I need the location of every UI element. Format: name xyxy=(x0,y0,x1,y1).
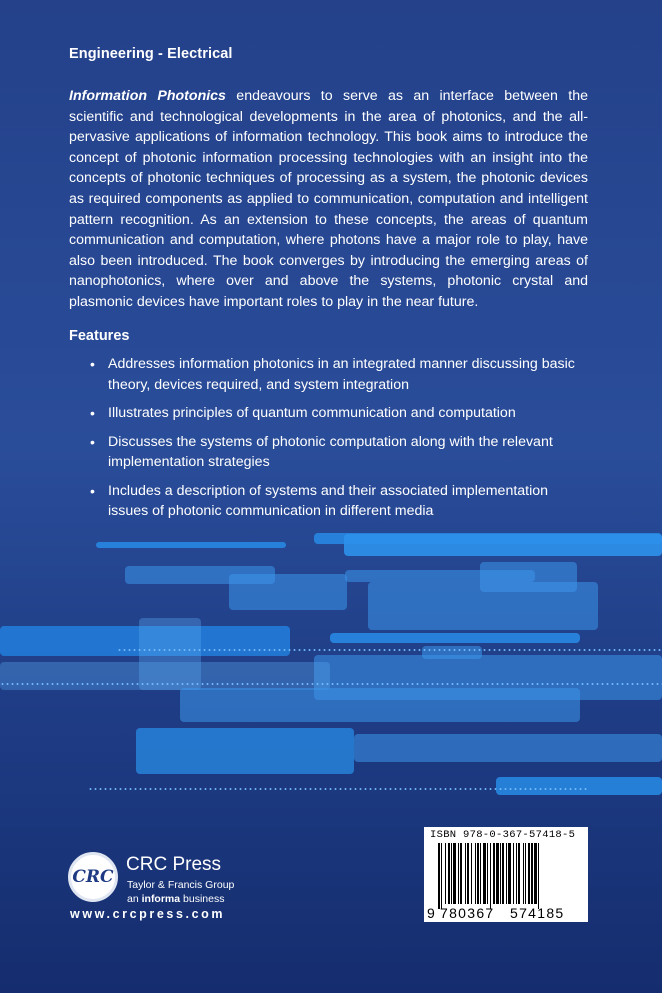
barcode-stripe xyxy=(448,843,450,904)
barcode-stripe xyxy=(516,843,517,904)
barcode-stripe xyxy=(441,843,442,909)
barcode-stripe xyxy=(458,843,459,904)
light-bar xyxy=(96,542,286,548)
barcode-stripe xyxy=(487,843,488,904)
barcode-stripe xyxy=(508,843,511,904)
barcode-stripe xyxy=(534,843,537,904)
barcode-stripe xyxy=(531,843,533,904)
barcode-stripe xyxy=(525,843,526,904)
barcode-stripe xyxy=(477,843,479,904)
barcode-stripe xyxy=(493,843,495,904)
barcode-stripe xyxy=(465,843,466,904)
barcode-stripe xyxy=(513,843,514,904)
light-bar xyxy=(136,728,354,774)
dotted-line xyxy=(0,683,662,685)
feature-item: • Addresses information photonics in an integrated manner discussing basic theory, devices required, and system integration xyxy=(90,354,590,395)
barcode-stripe xyxy=(480,843,481,904)
features-heading: Features xyxy=(69,328,130,344)
dotted-line xyxy=(88,788,588,790)
crc-logo: CRC xyxy=(68,852,118,902)
publisher-informa: an informa business xyxy=(127,893,225,905)
barcode-stripe xyxy=(438,843,440,909)
isbn-label: ISBN 978-0-367-57418-5 xyxy=(430,829,576,841)
description-lead: Information Photonics xyxy=(69,88,226,104)
feature-item: • Illustrates principles of quantum communication and computation xyxy=(90,403,590,424)
light-bar xyxy=(229,574,347,610)
barcode-stripe xyxy=(460,843,462,904)
isbn-barcode: ISBN 978-0-367-57418-5 9 780367 574185 xyxy=(424,827,588,922)
publisher-group: Taylor & Francis Group xyxy=(127,879,235,891)
features-list xyxy=(90,354,590,530)
barcode-stripe xyxy=(483,843,486,904)
feature-item: • Discusses the systems of photonic computation along with the relevant implementation strategies xyxy=(90,432,590,473)
publisher-url: www.crcpress.com xyxy=(70,907,226,921)
barcode-stripe xyxy=(496,843,499,904)
barcode-stripe xyxy=(500,843,501,904)
barcode-stripe xyxy=(490,843,491,909)
barcode-stripe xyxy=(467,843,469,904)
barcode-stripe xyxy=(528,843,530,904)
light-bar xyxy=(344,534,662,556)
light-bar xyxy=(368,582,598,630)
light-bar xyxy=(330,633,580,643)
barcode-stripe xyxy=(445,843,446,904)
feature-item: • Includes a description of systems and their associated implementation issues of photonic communication in different media xyxy=(90,481,590,522)
dotted-line xyxy=(117,649,662,651)
barcode-stripe xyxy=(502,843,504,904)
decorative-light-bars xyxy=(0,520,662,810)
barcode-stripe xyxy=(523,843,524,904)
publisher-name: CRC Press xyxy=(126,854,222,875)
barcode-stripe xyxy=(451,843,452,904)
barcode-stripe xyxy=(518,843,520,904)
barcode-stripe xyxy=(506,843,507,904)
subject-category: Engineering - Electrical xyxy=(69,46,233,62)
barcode-stripe xyxy=(471,843,472,904)
light-bar xyxy=(496,777,662,795)
book-description xyxy=(69,86,588,313)
barcode-stripe xyxy=(538,843,539,909)
description-body: endeavours to serve as an interface between the scientific and technological developments in the area of photonics, and the all-pervasive applications of information technology. This book aims to introduce the concept of photonic information processing technologies with an insight into the concepts of photonic techniques of processing as a system, the photonic devices as required components as applied to communication, computation and intelligent pattern recognition. As an extension to these concepts, the areas of quantum communication and computation, where photons have a major role to play, have also been introduced. The book converges by introducing the emerging areas of nanophotonics, where over and above the systems, photonic crystal and plasmonic devices have important roles to play in the near future. xyxy=(69,88,588,310)
barcode-stripe xyxy=(453,843,456,904)
light-bar xyxy=(354,734,662,762)
barcode-stripe xyxy=(475,843,476,904)
light-bar xyxy=(180,688,580,722)
light-bar xyxy=(0,662,330,690)
